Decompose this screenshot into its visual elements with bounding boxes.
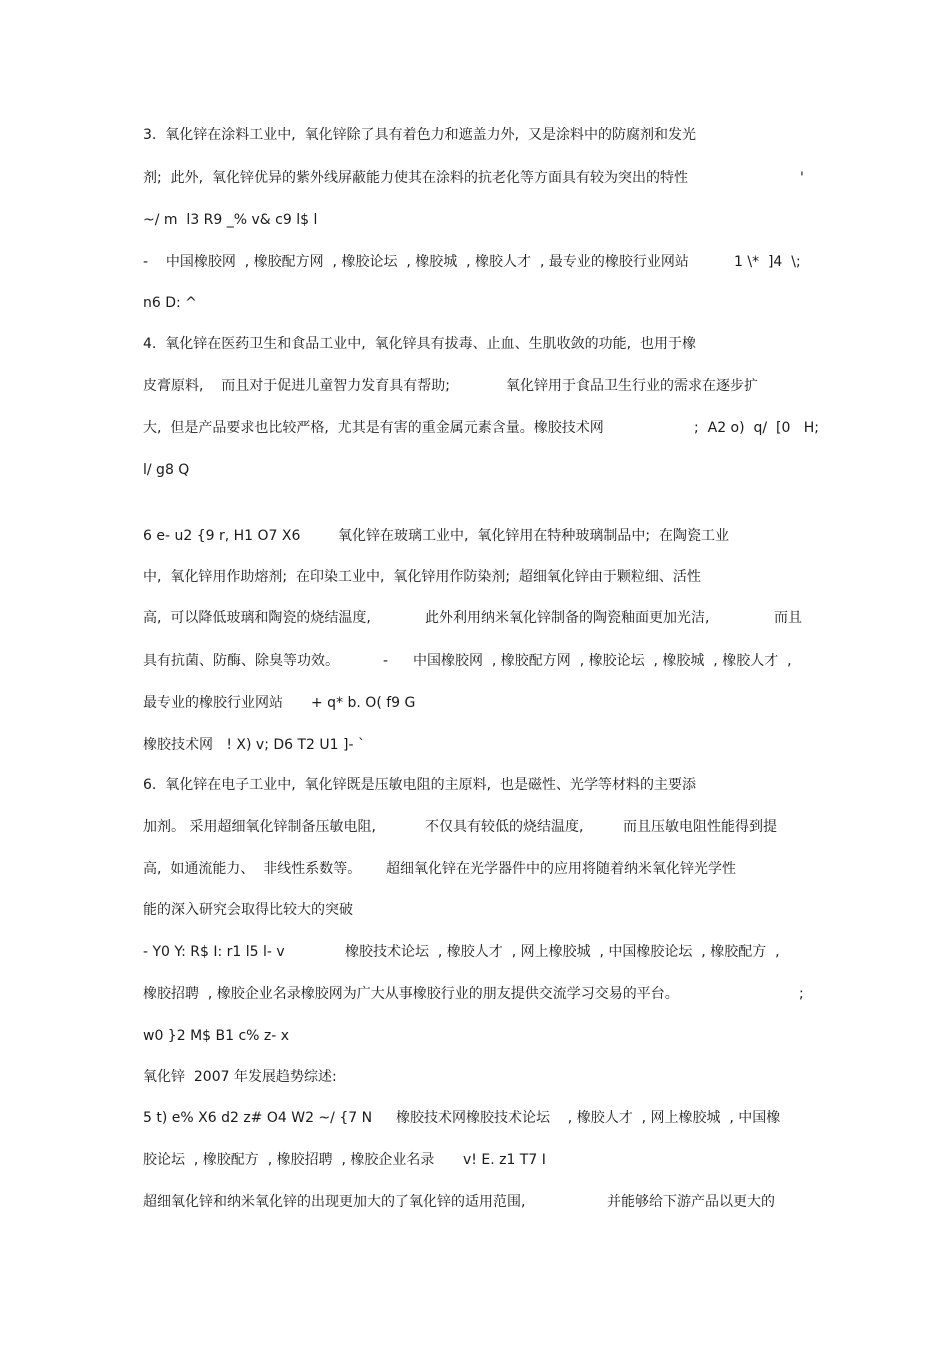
text-line: [0, 332, 950, 356]
line-text: 1 \* ]4 \;: [734, 254, 801, 270]
line-text: -: [383, 653, 389, 669]
line-text: + q* b. O( f9 G: [311, 695, 416, 711]
line-text: 6 e- u2 {9 r, H1 O7 X6: [143, 528, 301, 544]
text-line: [0, 524, 950, 548]
text-line: [0, 1148, 950, 1172]
line-text: 具有抗菌、防酶、除臭等功效。: [143, 653, 339, 669]
text-line: [0, 291, 950, 315]
line-text: 6. 氧化锌在电子工业中, 氧化锌既是压敏电阻的主原料, 也是磁性、光学等材料的主要添: [143, 777, 696, 793]
text-line: [0, 416, 950, 440]
line-text: 超细氧化锌在光学器件中的应用将随着纳米氧化锌光学性: [386, 861, 736, 877]
line-text: 超细氧化锌和纳米氧化锌的出现更加大的了氧化锌的适用范围,: [143, 1194, 526, 1210]
line-text: 能的深入研究会取得比较大的突破: [143, 902, 353, 918]
line-text: 此外利用纳米氧化锌制备的陶瓷釉面更加光洁,: [425, 610, 710, 626]
line-text: - Y0 Y: R$ I: r1 l5 l- v: [143, 944, 285, 960]
text-line: [0, 815, 950, 839]
text-line: [0, 982, 950, 1006]
line-text: 剂; 此外, 氧化锌优异的紫外线屏蔽能力使其在涂料的抗老化等方面具有较为突出的特性: [143, 170, 688, 186]
text-line: [0, 250, 950, 274]
text-line: [0, 606, 950, 630]
line-text: 4. 氧化锌在医药卫生和食品工业中, 氧化锌具有拔毒、止血、生肌收敛的功能, 也用于橡: [143, 336, 696, 352]
line-text: 3. 氧化锌在涂料工业中, 氧化锌除了具有着色力和遮盖力外, 又是涂料中的防腐剂和发光: [143, 127, 696, 143]
text-line: [0, 565, 950, 589]
text-line: [0, 691, 950, 715]
line-text: ;: [799, 986, 804, 1002]
line-text: 并能够给下游产品以更大的: [607, 1194, 775, 1210]
line-text: 橡胶招聘 , 橡胶企业名录橡胶网为广大从事橡胶行业的朋友提供交流学习交易的平台。: [143, 986, 679, 1002]
line-text: 橡胶技术论坛 , 橡胶人才 , 网上橡胶城 , 中国橡胶论坛 , 橡胶配方 ,: [345, 944, 780, 960]
line-text: 高, 如通流能力、 非线性系数等。: [143, 861, 362, 877]
line-text: 胶论坛 , 橡胶配方 , 橡胶招聘 , 橡胶企业名录: [143, 1152, 435, 1168]
text-line: [0, 733, 950, 757]
line-text: 橡胶技术网 ! X) v; D6 T2 U1 ]- `: [143, 737, 365, 753]
text-line: [0, 123, 950, 147]
text-line: [0, 374, 950, 398]
line-text: 中国橡胶网 , 橡胶配方网 , 橡胶论坛 , 橡胶城 , 橡胶人才 ,: [413, 653, 792, 669]
line-text: 而且压敏电阻性能得到提: [623, 819, 777, 835]
line-text: 加剂。 采用超细氧化锌制备压敏电阻,: [143, 819, 376, 835]
line-text: n6 D: ^: [143, 295, 197, 311]
text-line: [0, 166, 950, 190]
line-text: ': [800, 170, 804, 186]
line-text: w0 }2 M$ B1 c% z- x: [143, 1028, 290, 1044]
line-text: 高, 可以降低玻璃和陶瓷的烧结温度,: [143, 610, 371, 626]
line-text: 大, 但是产品要求也比较严格, 尤其是有害的重金属元素含量。橡胶技术网: [143, 420, 604, 436]
line-text: 氧化锌用于食品卫生行业的需求在逐步扩: [506, 378, 758, 394]
text-line: [0, 1024, 950, 1048]
text-line: [0, 649, 950, 673]
line-text: 氧化锌 2007 年发展趋势综述:: [143, 1069, 337, 1085]
line-text: 而且: [774, 610, 802, 626]
text-line: [0, 458, 950, 482]
text-line: [0, 898, 950, 922]
line-text: 最专业的橡胶行业网站: [143, 695, 283, 711]
line-text: 不仅具有较低的烧结温度,: [425, 819, 584, 835]
text-line: [0, 1190, 950, 1214]
line-text: ; A2 o) q/ [0 H;: [694, 420, 819, 436]
text-line: [0, 208, 950, 232]
line-text: 中, 氧化锌用作助熔剂; 在印染工业中, 氧化锌用作防染剂; 超细氧化锌由于颗粒细、活性: [143, 569, 701, 585]
line-text: 橡胶技术网橡胶技术论坛 , 橡胶人才 , 网上橡胶城 , 中国橡: [396, 1110, 781, 1126]
text-line: [0, 1065, 950, 1089]
line-text: 皮膏原料, 而且对于促进儿童智力发育具有帮助;: [143, 378, 450, 394]
text-line: [0, 940, 950, 964]
line-text: 氧化锌在玻璃工业中, 氧化锌用在特种玻璃制品中; 在陶瓷工业: [338, 528, 729, 544]
line-text: l/ g8 Q: [143, 462, 190, 478]
line-text: 5 t) e% X6 d2 z# O4 W2 ~/ {7 N: [143, 1110, 373, 1126]
line-text: - 中国橡胶网 , 橡胶配方网 , 橡胶论坛 , 橡胶城 , 橡胶人才 , 最专业的橡胶行业网站: [143, 254, 689, 270]
line-text: v! E. z1 T7 I: [463, 1152, 546, 1168]
text-line: [0, 857, 950, 881]
line-text: ~/ m l3 R9 _% v& c9 l$ l: [143, 212, 318, 228]
text-line: [0, 773, 950, 797]
text-line: [0, 1106, 950, 1130]
